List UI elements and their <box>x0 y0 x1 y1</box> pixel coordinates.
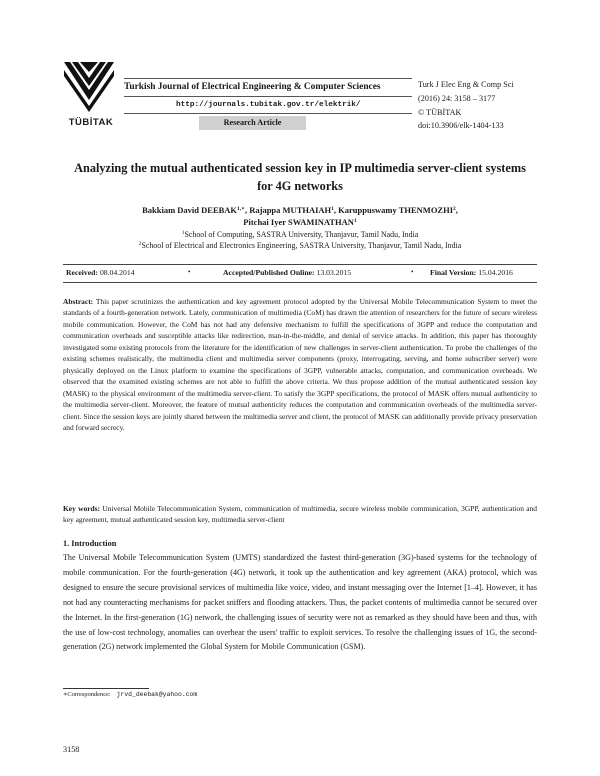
citation-volume: (2016) 24: 3158 – 3177 <box>418 93 496 103</box>
keywords-label: Key words: <box>63 504 101 513</box>
date-separator: • <box>188 268 191 276</box>
journal-url-link[interactable]: http://journals.tubitak.gov.tr/elektrik/ <box>176 101 361 109</box>
paper-title: Analyzing the mutual authenticated session key in IP multimedia server-client systems for 4G networks <box>74 161 526 193</box>
accepted-date: 13.03.2015 <box>316 268 352 277</box>
header-rule-top <box>124 78 412 79</box>
keywords-text: Universal Mobile Telecommunication System, communication of multimedia, secure wireless mobile communication, 3GPP, authentication and key agreement, mutual authenticated session key, multimedia server-client <box>63 504 537 525</box>
received-date: 08.04.2014 <box>99 268 135 277</box>
final-label: Final Version: <box>430 268 477 277</box>
affiliation <box>60 240 540 252</box>
abstract-label: Abstract: <box>63 297 94 306</box>
citation-journal: Turk J Elec Eng & Comp Sci <box>418 80 514 89</box>
author-name: Pitchai Iyer SWAMINATHAN <box>243 216 354 227</box>
abstract <box>63 296 537 433</box>
received-label: Received: <box>66 268 99 277</box>
author-affiliation-mark: 1 <box>353 217 357 224</box>
correspondence-email-link[interactable]: jrvd_deebak@yahoo.com <box>116 691 198 698</box>
correspondence-footnote <box>63 690 197 698</box>
affiliation-mark: 1 <box>181 230 185 236</box>
journal-name: Turkish Journal of Electrical Engineering & Computer Sciences <box>124 82 381 92</box>
article-dates <box>63 268 537 280</box>
citation-copyright: © TÜBİTAK <box>418 107 462 117</box>
page-number: 3158 <box>63 745 80 754</box>
author-name: Rajappa MUTHAIAH <box>249 205 332 215</box>
section-heading: 1. Introduction <box>63 539 117 548</box>
affiliation-text: School of Electrical and Electronics Engineering, SASTRA University, Thanjavur, Tamil Nadu, India <box>141 241 462 250</box>
author-affiliation-mark: 2 <box>453 206 456 212</box>
author-name: Bakkiam David DEEBAK <box>142 205 238 215</box>
keywords <box>63 503 537 526</box>
author-affiliation-mark: 1,∗ <box>237 206 245 212</box>
logo-wordmark: TÜBİTAK <box>68 117 114 128</box>
citation-doi[interactable]: doi:10.3906/elk-1404-133 <box>418 121 504 131</box>
article-type-badge: Research Article <box>199 116 306 130</box>
affiliation <box>60 229 540 241</box>
accepted-label: Accepted/Published Online: <box>223 268 315 277</box>
introduction-text: The Universal Mobile Telecommunication System (UMTS) standardized the fastest third-generation (3G)-based systems for the technology of mobile communication. For the fourth-generation (4G) network, it took up the authentication and key agreement (AKA) protocol, which was designed to ensure the secure provisional services of multimedia like voice, video, and instant messaging over the Internet [1–4]. However, it has not had any counteracting mechanisms for packet sniffers and flooding attackers. Thus, the packet contents of multimedia cannot be secured over the Internet. In the first-generation (1G) network, the challenging issues of security were not as remarked as they should have been and thus, with the use of low-cost technology, anomalies can overhear the users' traffic to exploit services. To resolve the challenging issues of 1G, the second-generation (2G) network implemented the Global System for Mobile Communication (GSM). <box>63 553 537 652</box>
dates-rule-top <box>63 264 537 265</box>
author-list: Bakkiam David $DEEBAK^{1,∗}$, Rajappa MUTHAIAH$^1$, Karuppuswamy THENMOZHI$^2$, Pitchai Iyer SWAMINATHAN$^1$ <box>142 205 458 227</box>
affiliation-text: School of Computing, SASTRA University, Thanjavur, Tamil Nadu, India <box>184 230 419 239</box>
author-name: Karuppuswamy THENMOZHI <box>338 205 454 215</box>
tubitak-logo-icon <box>62 60 116 116</box>
dates-rule-bottom <box>63 282 537 283</box>
header-rule-bottom <box>124 113 412 114</box>
header-rule-middle <box>124 96 412 97</box>
abstract-text: This paper scrutinizes the authentication and key agreement protocol adopted by the Universal Mobile Telecommunication System to meet the standards of a fourth-generation network. Lately, communication of multimedia (CoM) has drawn the attention of researchers for the future of secure wireless mobile communication. However, the CoM has not had any defensive mechanism to fulfill the specifications of 3GPP and reduce the computation and communication overheads and susceptible attacks like redirection, man-in-the-middle, and denial of service attacks. In addition, this paper has thoroughly investigated some existing protocols from the literature for the identification of new challenges in server-client authentication. To probe the challenges of the existing schemes realistically, the multimedia client and multimedia server components (proxy, interrogating, serving, and home subscriber server) were physically deployed on the Linux platform to examine the specifications of 3GPP, vulnerable attacks, computation, and communication overheads. We observed that the examined existing schemes are not able to fulfill the above criteria. We thus propose addition of the mutual authenticated session key (MASK) to the physical environment of the multimedia server-client. To satisfy the 3GPP specifications, the protocol of MASK offers mutual authenticity to the multimedia server-client. Moreover, the feature of mutual authenticity reduces the computation and communication overheads of the multimedia server-client. Since the session keys are jointly shared between the multimedia server and client, the protocol of MASK can additionally provide privacy preservation and forward secrecy. <box>63 297 537 432</box>
footnote-label: ∗Correspondence: <box>63 691 111 698</box>
affiliation-mark: 2 <box>138 241 142 247</box>
citation-block <box>418 78 514 133</box>
footnote-rule <box>63 688 149 689</box>
final-date: 15.04.2016 <box>478 268 513 277</box>
date-separator: • <box>411 268 414 276</box>
author-affiliation-mark: 1 <box>331 206 334 212</box>
